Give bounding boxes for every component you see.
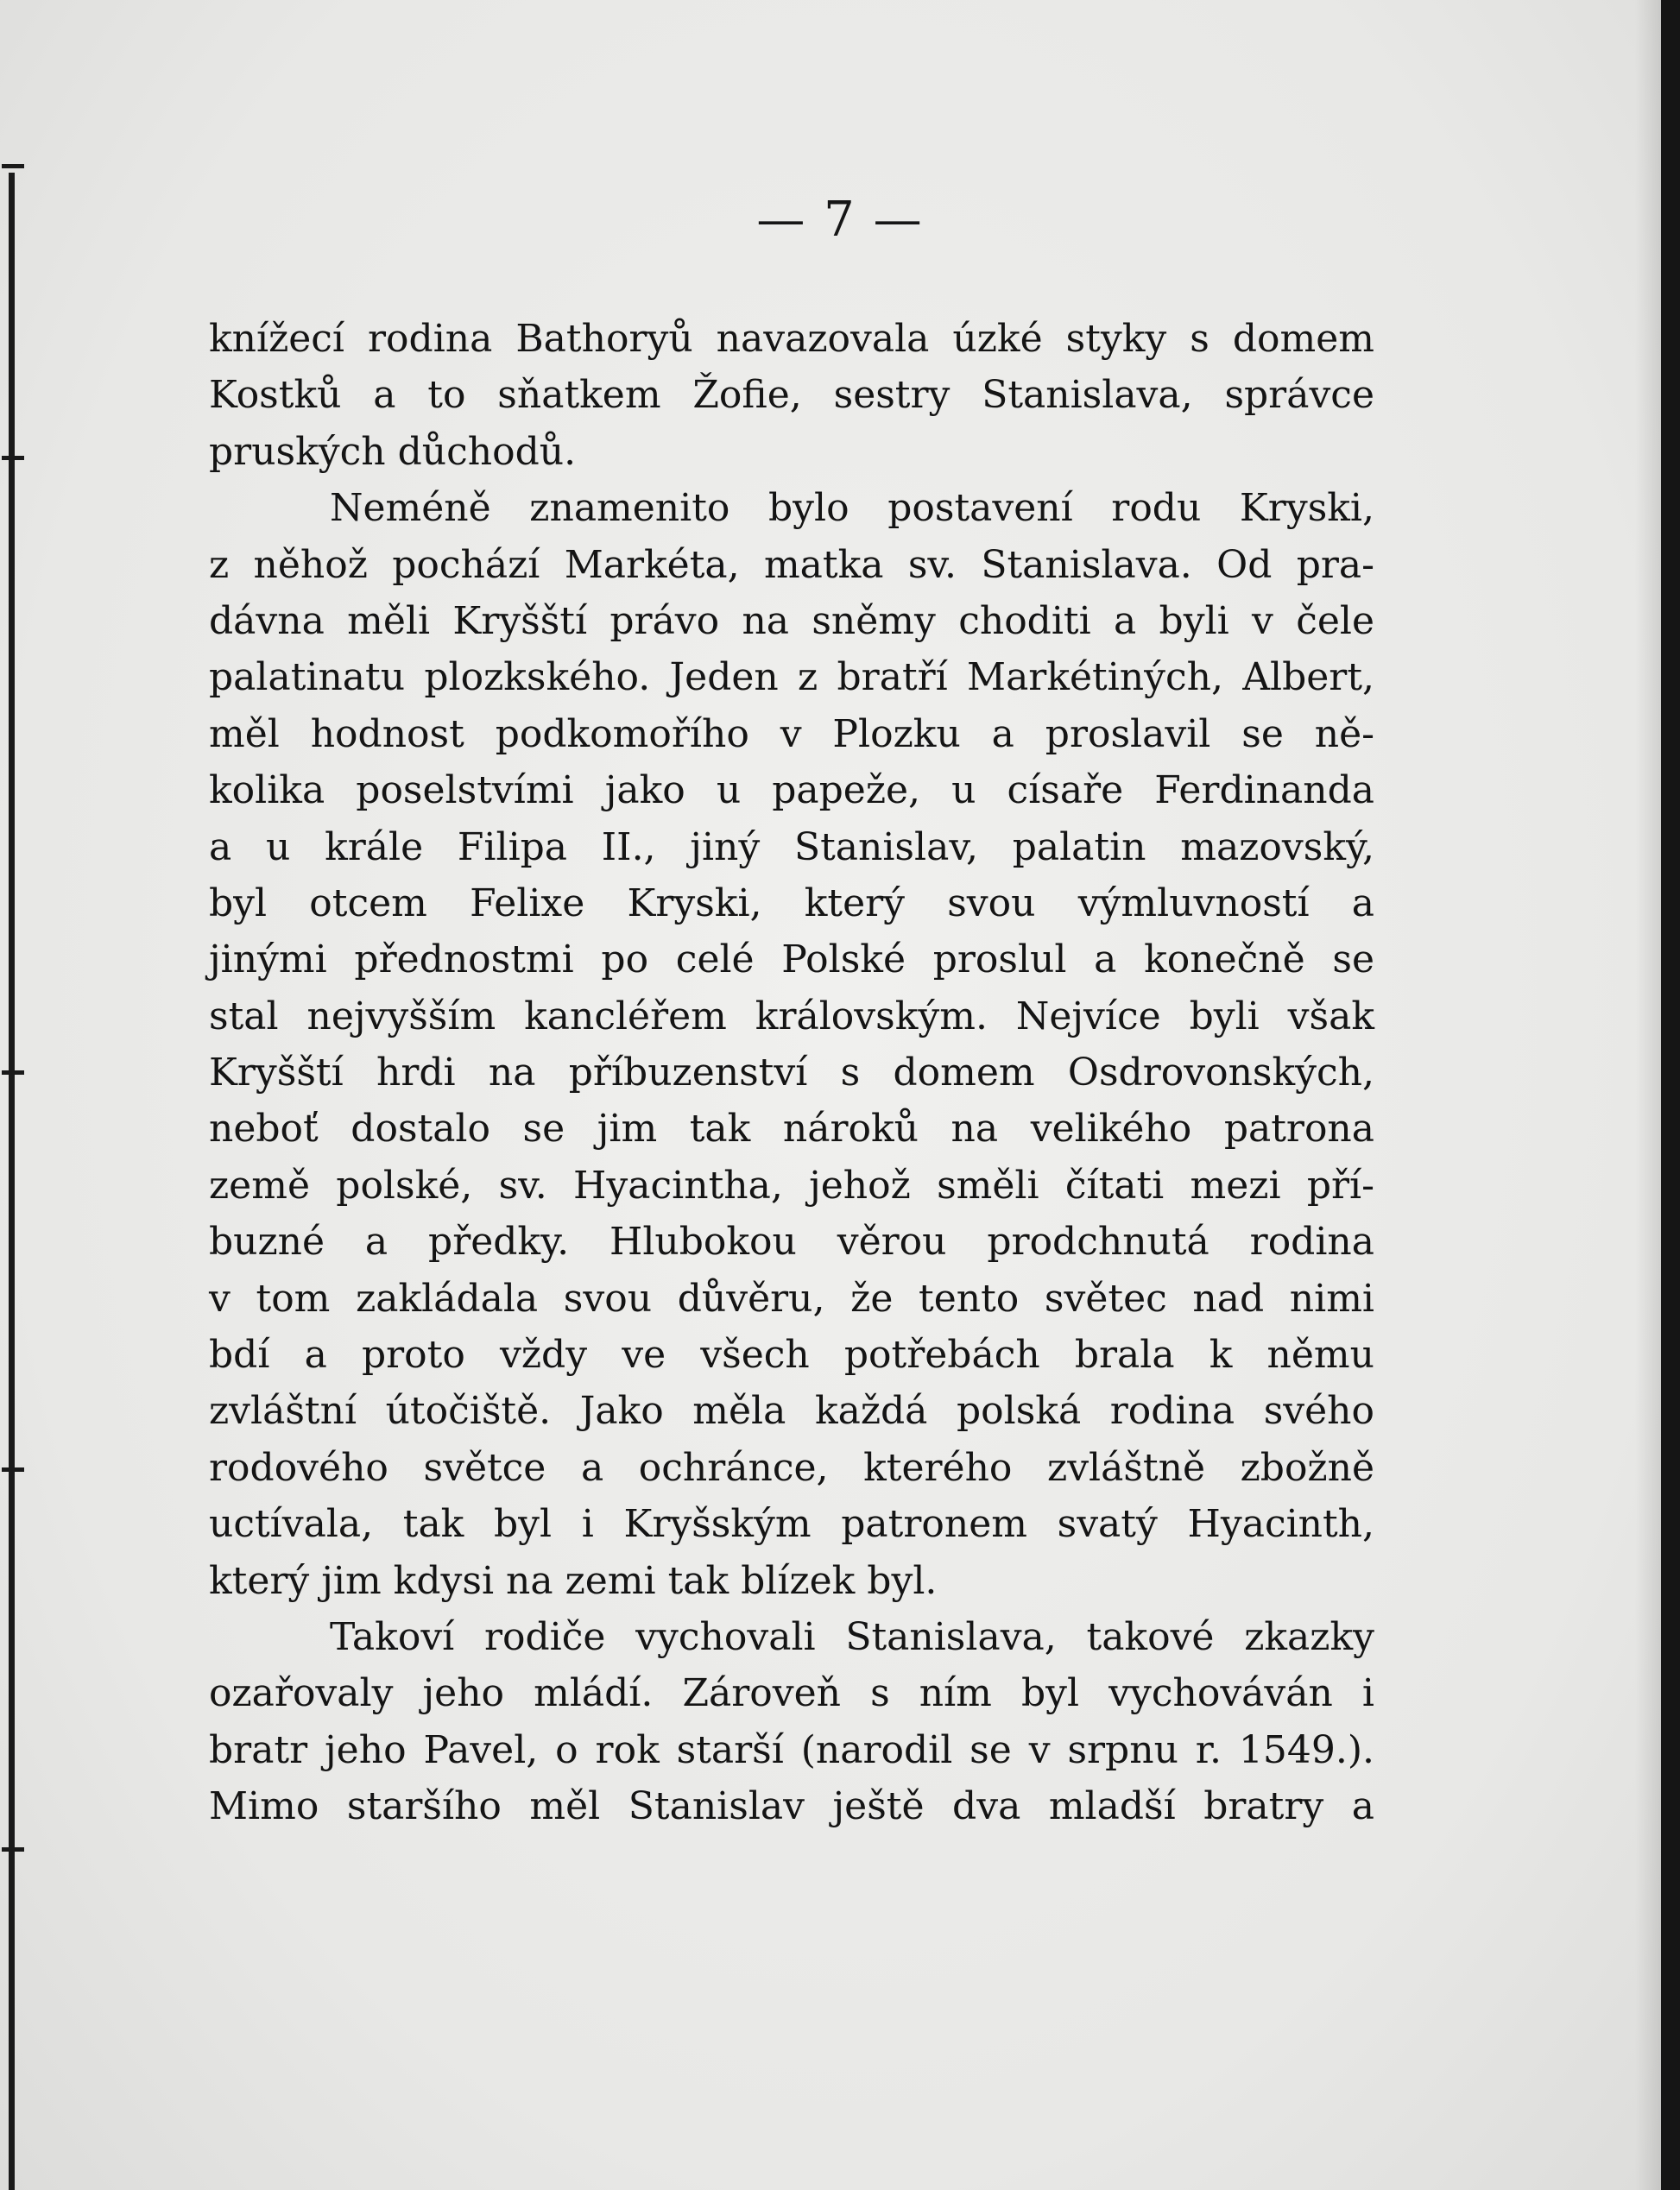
binding-mark bbox=[2, 456, 24, 460]
text-line: z něhož pochází Markéta, matka sv. Stanislava. Od pra- bbox=[209, 542, 1374, 587]
binding-mark bbox=[2, 164, 24, 168]
text-line: dávna měli Kryšští právo na sněmy choditi a byli v čele bbox=[209, 598, 1374, 643]
text-line: neboť dostalo se jim tak nároků na velikého patrona bbox=[209, 1107, 1374, 1152]
page-left-edge bbox=[9, 173, 15, 2190]
binding-mark bbox=[2, 1070, 24, 1075]
text-line: ozařovaly jeho mládí. Zároveň s ním byl vychováván i bbox=[209, 1671, 1374, 1716]
page-right-shadow bbox=[1635, 0, 1661, 2190]
text-line: Takoví rodiče vychovali Stanislava, takové zkazky bbox=[330, 1614, 1374, 1659]
text-line: Mimo staršího měl Stanislav ještě dva mladší bratry a bbox=[209, 1784, 1374, 1829]
text-line: stal nejvyšším kancléřem královským. Nejvíce byli však bbox=[209, 994, 1374, 1038]
page-right-edge bbox=[1661, 0, 1680, 2190]
text-line: knížecí rodina Bathoryů navazovala úzké styky s domem bbox=[209, 317, 1374, 361]
text-line: byl otcem Felixe Kryski, který svou výmluvností a bbox=[209, 880, 1374, 925]
text-line: měl hodnost podkomořího v Plozku a proslavil se ně- bbox=[209, 711, 1374, 756]
text-line: který jim kdysi na zemi tak blízek byl. bbox=[209, 1558, 938, 1603]
text-line: uctívala, tak byl i Kryšským patronem svatý Hyacinth, bbox=[209, 1502, 1374, 1547]
text-line: Kryšští hrdi na příbuzenství s domem Osdrovonských, bbox=[209, 1051, 1374, 1095]
text-line: bdí a proto vždy ve všech potřebách brala k němu bbox=[209, 1333, 1374, 1378]
text-line: rodového světce a ochránce, kterého zvláštně zbožně bbox=[209, 1445, 1374, 1490]
text-line: země polské, sv. Hyacintha, jehož směli čítati mezi pří- bbox=[209, 1163, 1374, 1208]
body-text bbox=[209, 311, 1374, 1835]
text-line: kolika poselstvími jako u papeže, u císaře Ferdinanda bbox=[209, 768, 1374, 813]
text-line: pruských důchodů. bbox=[209, 429, 577, 474]
text-line: Kostků a to sňatkem Žofie, sestry Stanislava, správce bbox=[209, 373, 1374, 418]
text-line: a u krále Filipa II., jiný Stanislav, palatin mazovský, bbox=[209, 824, 1374, 869]
text-line: bratr jeho Pavel, o rok starší (narodil se v srpnu r. 1549.). bbox=[209, 1727, 1374, 1772]
text-line: zvláštní útočiště. Jako měla každá polská rodina svého bbox=[209, 1389, 1374, 1434]
text-line: palatinatu plozkského. Jeden z bratří Markétiných, Albert, bbox=[209, 655, 1374, 700]
text-line: Neméně znamenito bylo postavení rodu Kryski, bbox=[330, 486, 1374, 531]
text-line: jinými přednostmi po celé Polské proslul a konečně se bbox=[209, 937, 1374, 982]
binding-mark bbox=[2, 1467, 24, 1472]
text-line: buzné a předky. Hlubokou věrou prodchnutá rodina bbox=[209, 1220, 1374, 1265]
text-line: v tom zakládala svou důvěru, že tento světec nad nimi bbox=[209, 1276, 1374, 1321]
binding-mark bbox=[2, 1847, 24, 1852]
page-number: — 7 — bbox=[756, 192, 924, 248]
